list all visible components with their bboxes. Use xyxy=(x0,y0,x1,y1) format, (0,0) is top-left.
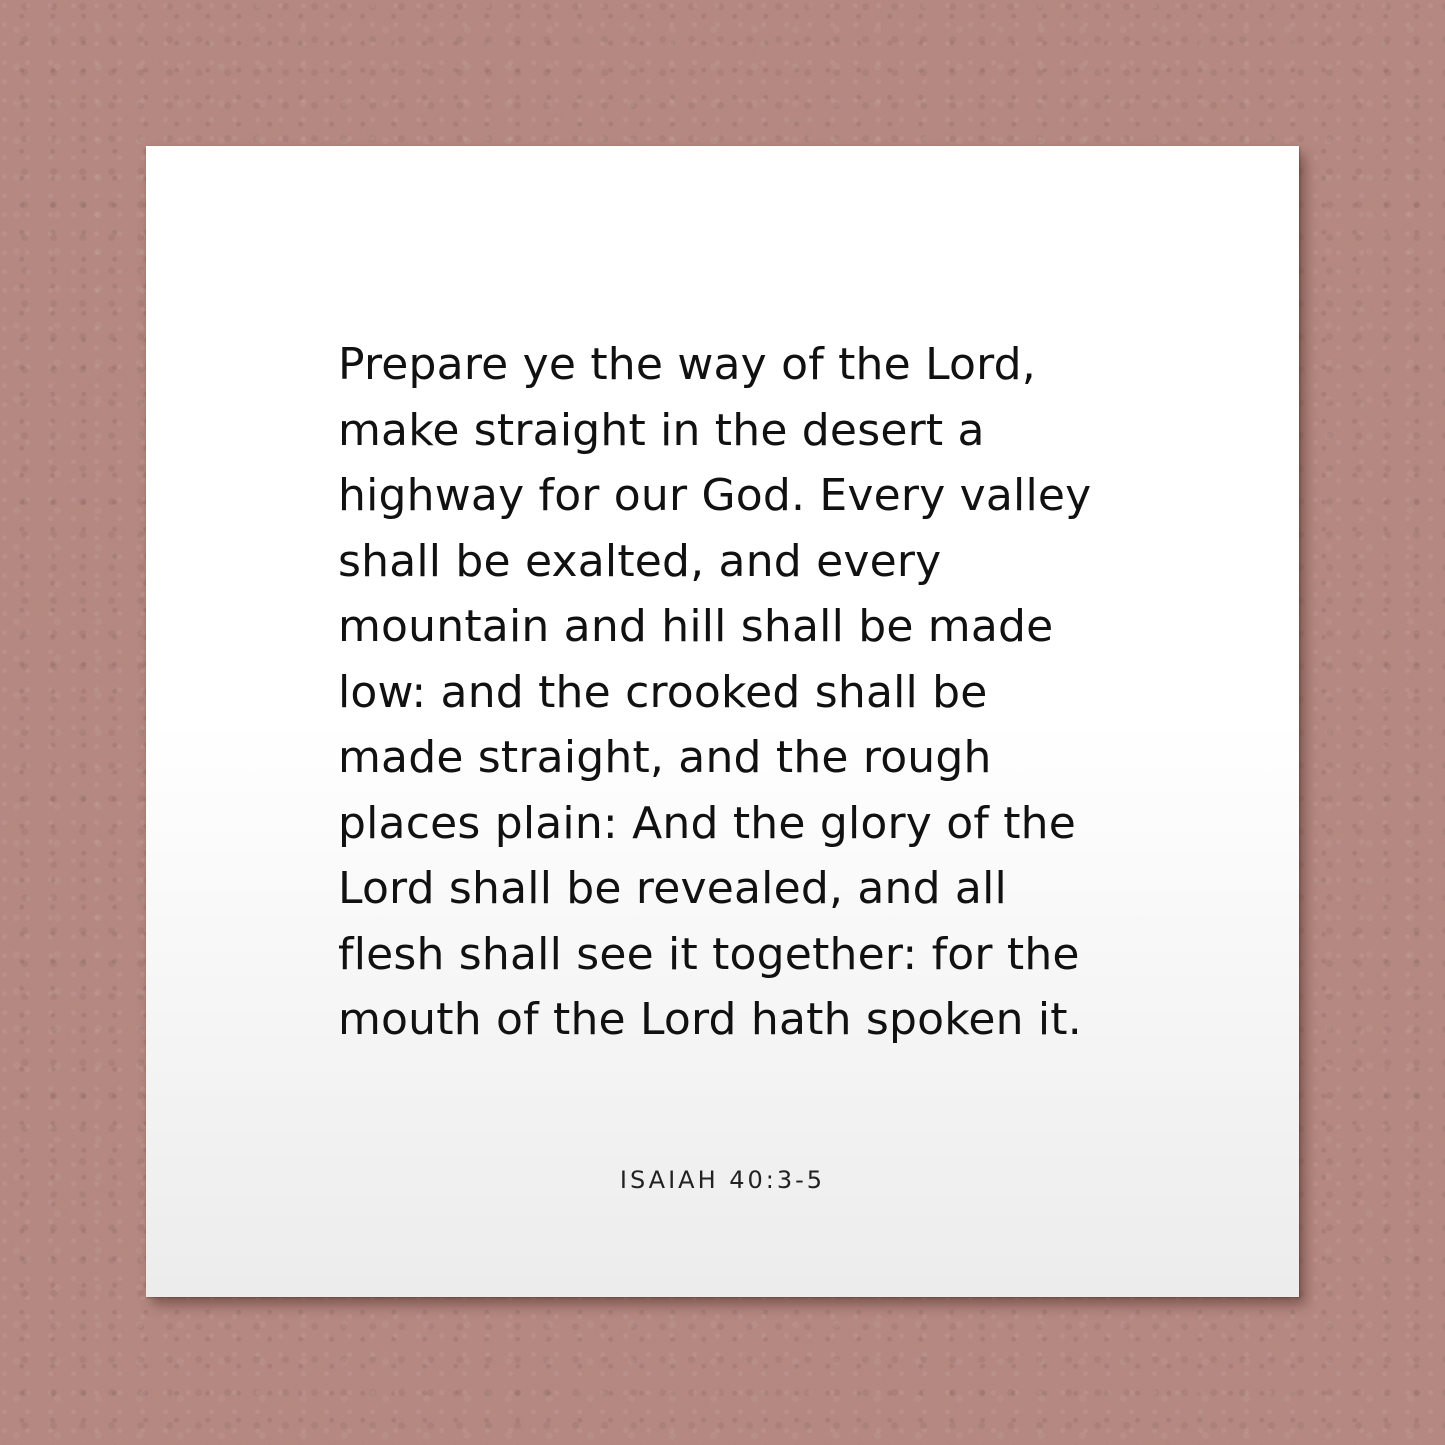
quote-canvas-panel xyxy=(146,146,1299,1297)
quote-line: highway for our God. Every valley xyxy=(338,470,1092,521)
scripture-reference: ISAIAH 40:3-5 xyxy=(619,1166,826,1194)
quote-line: flesh shall see it together: for the xyxy=(338,928,1080,980)
quote-line: shall be exalted, and every xyxy=(338,535,942,587)
quote-line: mountain and hill shall be made xyxy=(338,601,1054,652)
quote-line: make straight in the desert a xyxy=(338,404,985,456)
quote-line: mouth of the Lord hath spoken it. xyxy=(338,994,1082,1045)
quote-line: Prepare ye the way of the Lord, xyxy=(338,339,1036,390)
quote-line: made straight, and the rough xyxy=(338,732,992,783)
quote-line: places plain: And the glory of the xyxy=(338,797,1077,849)
quote-line: Lord shall be revealed, and all xyxy=(338,863,1007,914)
quote-line: low: and the crooked shall be xyxy=(338,666,988,718)
scripture-quote xyxy=(338,332,1128,1053)
